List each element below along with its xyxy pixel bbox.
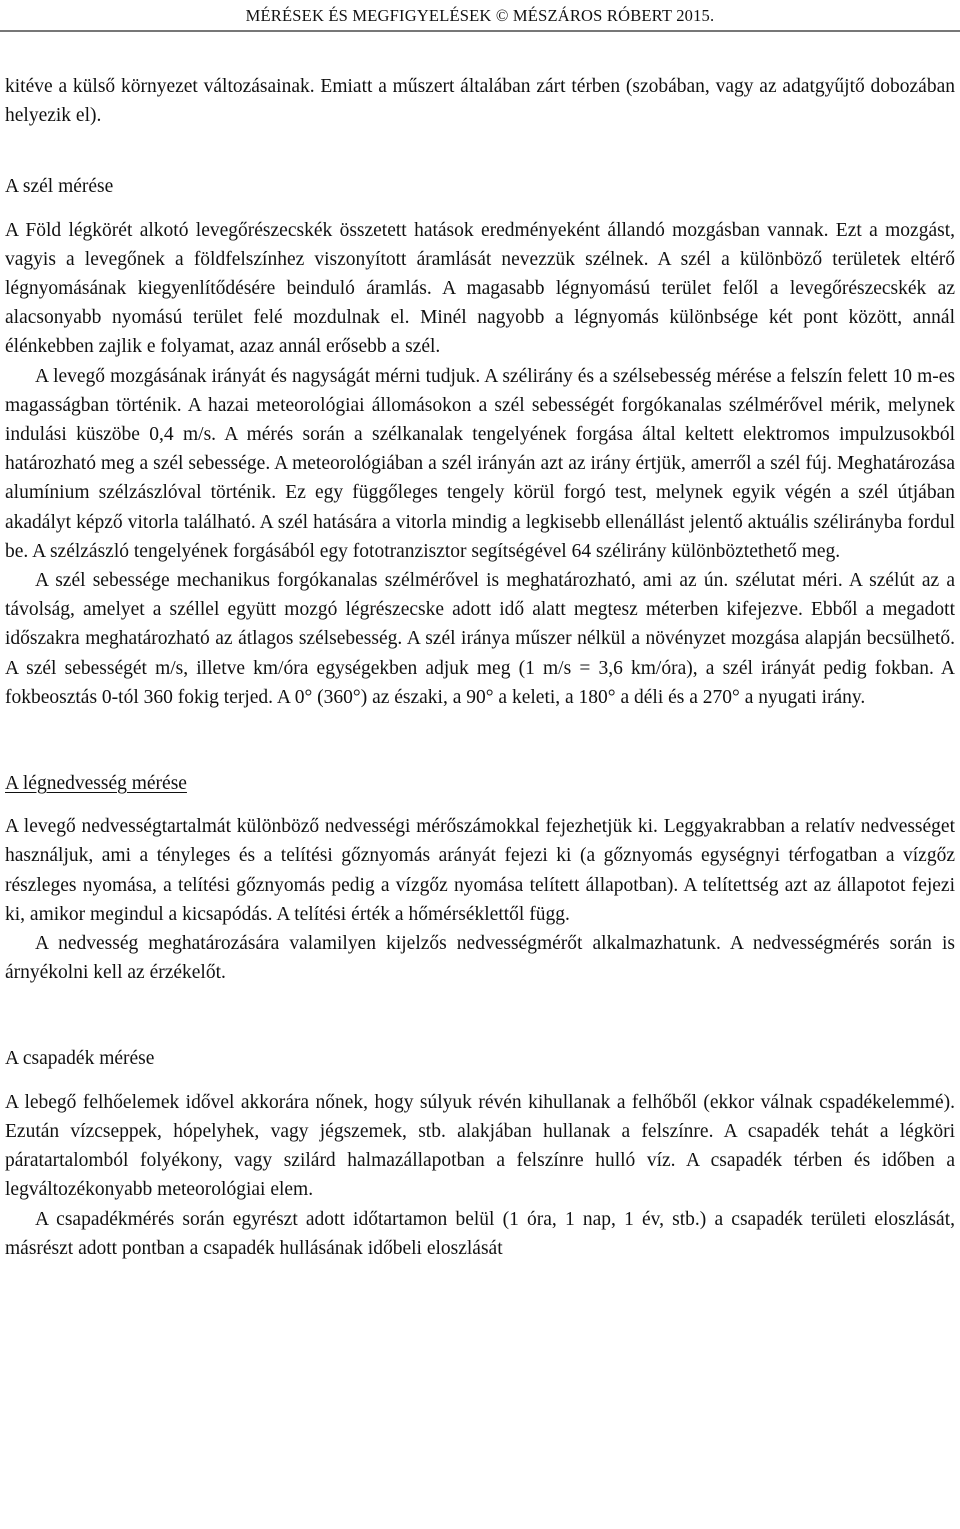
precipitation-paragraph-1: A lebegő felhőelemek idővel akkorára nőnek, hogy súlyuk révén kihullanak a felhőből (ekkor válnak cspadékelemmé). Ezután vízcseppek, hópelyhek, vagy jégszemek, stb. alakjában hullanak a felszínre. A csapadék tehát a légköri páratartalomból folyékony, vagy szilárd halmazállapotban a felszínre hulló víz. A csapadék térben és időben a legváltozékonyabb meteorológiai elem. [5, 1091, 955, 1201]
humidity-paragraph-1: A levegő nedvességtartalmát különböző nedvességi mérőszámokkal fejezhetjük ki. Leggyakrabban a relatív nedvességet használjuk, ami a tényleges és a telítési gőznyomás arányát fejezi ki (a gőznyomás egységnyi térfogatban a vízgőz részleges nyomása, a telítési gőznyomás pedig a vízgőz nyomása telített állapotban). A telítettség azt az állapotot fejezi ki, amikor megindul a kicsapódás. A telítési érték a hőmérséklettől függ. [5, 816, 955, 925]
header-divider [0, 30, 960, 32]
wind-paragraph-1: A Föld légkörét alkotó levegőrészecskék összetett hatások eredményeként állandó mozgásban vannak. Ezt a mozgást, vagyis a levegőnek a földfelszínhez viszonyított áramlását nevezzük szélnek. A szél a különböző területek eltérő légnyomásának kiegyenlítődésére beinduló áramlás. A magasabb légnyomású terület felől a levegőrészecskék az alacsonyabb nyomású terület felé mozdulnak el. Minél nagyobb a légnyomás különbsége két pont között, annál élénkebben zajlik e folyamat, azaz annál erősebb a szél. [5, 219, 955, 358]
document-body [5, 72, 955, 1263]
wind-paragraph-2: A levegő mozgásának irányát és nagyságát mérni tudjuk. A szélirány és a szélsebesség mérése a felszín felett 10 m-es magasságban történik. A hazai meteorológiai állomásokon a szél sebességét forgókanalas szélmérővel mérik, melynek indulási küszöbe 0,4 m/s. A mérés során a szélkanalak tengelyének forgása által keltett elektromos impulzusokból határozható meg a szél sebessége. A meteorológiában a szél irányán azt az irány értjük, amerről a szél fúj. Meghatározása alumínium szélzászlóval történik. Ez egy függőleges tengely körül forgó test, melynek egyik végén a szél útjában akadályt képző vitorla található. A szél hatására a vitorla mindig a legkisebb ellenállást jelentő aktuális szélirányba fordul be. A szélzászló tengelyének forgásából egy fototranzisztor segítségével 64 szélirány különböztethető meg. [5, 365, 955, 562]
humidity-heading: A légnedvesség mérése [5, 773, 187, 795]
wind-paragraph-3: A szél sebessége mechanikus forgókanalas szélmérővel is meghatározható, ami az ún. szélutat méri. A szélút az a távolság, amelyet a széllel együtt mozgó légrészecske adott idő alatt megtesz méterben kifejezve. Ebből a megadott időszakra meghatározható az átlagos szélsebesség. A szél iránya műszer nélkül a növényzet mozgása alapján becsülhető. A szél sebességét m/s, illetve km/óra egységekben adjuk meg (1 m/s = 3,6 km/óra), a szél irányát pedig fokban. A fokbeosztás 0-tól 360 fokig terjed. A 0° (360°) az északi, a 90° a keleti, a 180° a déli és a 270° a nyugati irány. [5, 570, 955, 708]
precipitation-heading: A csapadék mérése [5, 1048, 155, 1070]
intro-paragraph: kitéve a külső környezet változásainak. Emiatt a műszert általában zárt térben (szobában, vagy az adatgyűjtő dobozában helyezik el). [5, 76, 955, 127]
page-header: MÉRÉSEK ÉS MEGFIGYELÉSEK © MÉSZÁROS RÓBERT 2015. [245, 6, 715, 25]
precipitation-paragraph-2: A csapadékmérés során egyrészt adott időtartamon belül (1 óra, 1 nap, 1 év, stb.) a csapadék területi eloszlását, másrészt adott pontban a csapadék hullásának időbeli eloszlását [5, 1208, 955, 1259]
wind-heading: A szél mérése [5, 176, 114, 198]
humidity-paragraph-2: A nedvesség meghatározására valamilyen kijelzős nedvességmérőt alkalmazhatunk. A nedvességmérés során is árnyékolni kell az érzékelőt. [5, 933, 955, 984]
